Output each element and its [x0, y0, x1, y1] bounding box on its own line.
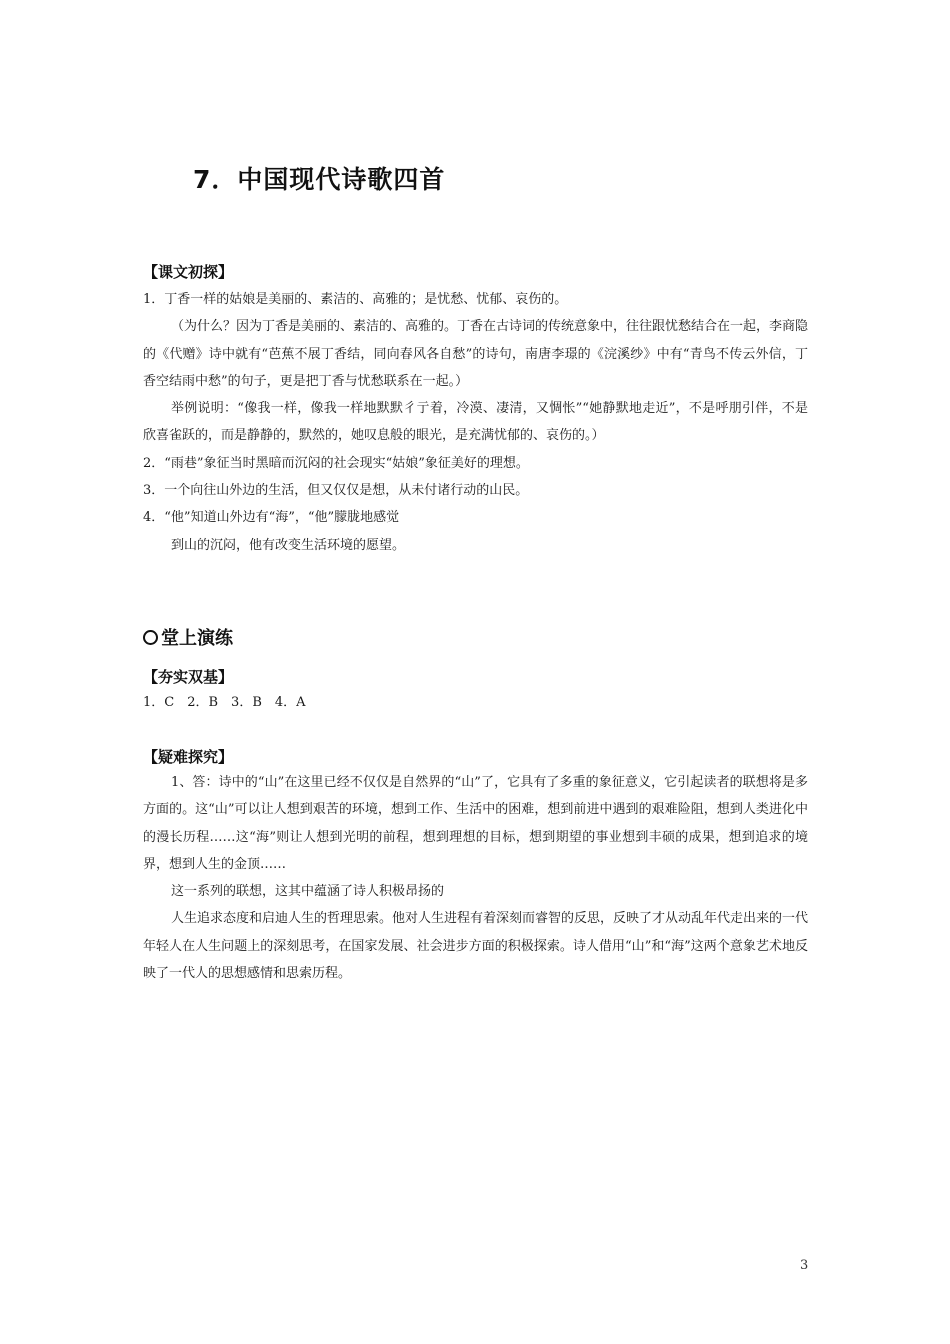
- inquiry-paragraph-2: 这一系列的联想，这其中蕴涵了诗人积极昂扬的: [171, 884, 445, 900]
- section-heading-lesson-exploration: 【课文初探】: [143, 263, 234, 281]
- answer-list: 1．C 2．B 3．B 4．A: [143, 695, 306, 710]
- answer-item-1: 1．丁香一样的姑娘是美丽的、素洁的、高雅的；是忧愁、忧郁、哀伤的。: [143, 292, 568, 307]
- circle-icon: [143, 630, 158, 645]
- explanation-paragraph: （为什么？因为丁香是美丽的、素洁的、高雅的。丁香在古诗词的传统意象中，往往跟忧愁结合在一起，李商隐的《代赠》诗中就有“芭蕉不展丁香结，同向春风各自愁”的诗句，南唐李璟的《浣溪纱》中有“青鸟不传云外信，丁香空结雨中愁”的句子，更是把丁香与忧愁联系在一起。）: [143, 319, 809, 389]
- inquiry-paragraph-3: 人生追求态度和启迪人生的哲理思索。他对人生进程有着深刻而睿智的反思，反映了才从动乱年代走出来的一代年轻人在人生问题上的深刻思考，在国家发展、社会进步方面的积极探索。诗人借用“山”和“海”这两个意象艺术地反映了一代人的思想感情和思索历程。: [143, 911, 809, 982]
- section-title-classroom-practice: [143, 624, 233, 650]
- section-heading-difficult-inquiry: 【疑难探究】: [143, 748, 234, 766]
- page-title: 7．中国现代诗歌四首: [193, 165, 446, 194]
- lesson-exploration-content: [143, 286, 808, 559]
- inquiry-paragraph-1: 1、答：诗中的“山”在这里已经不仅仅是自然界的“山”了，它具有了多重的象征意义，它引起读者的联想将是多方面的。这“山”可以让人想到艰苦的环境，想到工作、生活中的困难，想到前进中遇到的艰难险阻，想到人类进化中的漫长历程……这“海”则让人想到光明的前程，想到理想的目标，想到期望的事业想到丰硕的成果，想到追求的境界，想到人生的金顶……: [143, 775, 808, 872]
- basics-answers: [143, 689, 808, 716]
- answer-item-4-continued: 到山的沉闷，他有改变生活环境的愿望。: [171, 537, 406, 553]
- page-number: 3: [800, 1258, 809, 1273]
- difficult-inquiry-content: [143, 769, 808, 987]
- answer-item-2: 2．“雨巷”象征当时黑暗而沉闷的社会现实“姑娘”象征美好的理想。: [143, 455, 529, 471]
- example-paragraph: 举例说明：“像我一样，像我一样地默默彳亍着，冷漠、凄清，又惆怅”“她静默地走近”，不是呼朋引伴，不是欣喜雀跃的，而是静静的，默然的，她叹息般的眼光，是充满忧郁的、哀伤的。）: [143, 401, 808, 444]
- answer-item-3: 3．一个向往山外边的生活，但又仅仅是想，从未付诸行动的山民。: [143, 483, 529, 499]
- answer-item-4: 4．“他”知道山外边有“海”，“他”朦胧地感觉: [143, 510, 400, 526]
- section-title-text: 堂上演练: [161, 628, 233, 649]
- section-heading-basics: 【夯实双基】: [143, 668, 234, 686]
